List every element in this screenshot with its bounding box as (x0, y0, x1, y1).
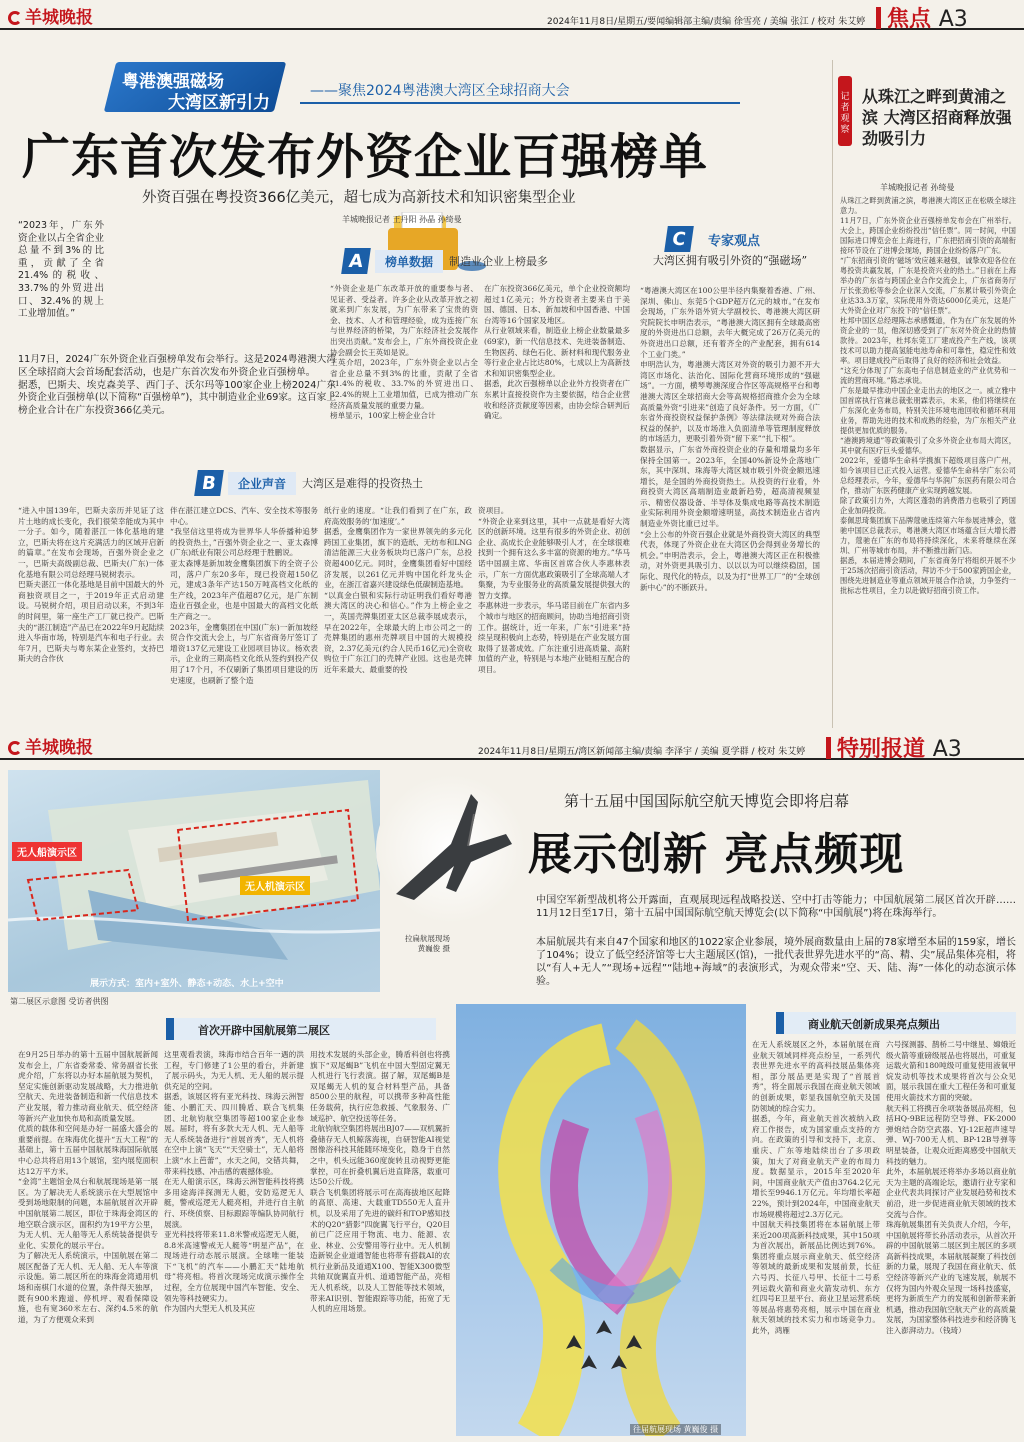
map-label-unmanned-aircraft: 无人机演示区 (240, 876, 310, 895)
newspaper-logo-2: 羊城晚报 (8, 733, 93, 758)
kicker: 第十五届中国国际航空航天博览会即将启幕 (564, 792, 850, 810)
section-b-col-4: 资项目。 “外资企业来到这里，其中一点就是看好大湾区的创新环境。这里有很多的外资企业、初创企业、高成长企业能够吸引人才，在全球很难找到一个拥有这么多丰富的资源的地方。”华马诺中国副主席、华南区首席合伙人李惠林表示，广东一方面优惠政策吸引了全球高端人才集聚，为专业服务业的高质量发展提供强大的智力支撑。 李惠林进一步表示，华马诺目前在广东省内多个城市与地区的招商顾问，协助当地招商引资工作。据统计，近一年来，广东“引进来”持续呈现积极向上态势，特别是在产业发展方面取得了显著成效。广东注重引进高质量、高附加值的产业，特别是与本地产业链相互配合的项目。 (478, 506, 630, 674)
banner (110, 62, 750, 112)
page2-header (0, 730, 1024, 760)
aerobatic-smoke-illustration (456, 1004, 746, 1436)
banner-title-2: 大湾区新引力 (168, 93, 270, 113)
expo-map (8, 770, 380, 992)
section-b-header: B 企业声音 大湾区是难得的投资热土 (196, 470, 423, 496)
sidebar-tag-text: 记者观察 (840, 92, 850, 135)
story-col-5: 六号探测器、鹊桥二号中继星、嫦娥近级火箭等重磅级展品也将展出，可重复运载火箭和180吨级可重复使用液氧甲烷发动机等技术成果将首次与公众见面，展示我国在重大工程任务和可重复使用火箭技术方面的突破。 航天科工将携百余项装备展品亮相，包括HQ-9BE远程防空导弹、FK-2000弹炮结合防空武器、YJ-12E超声速导弹、WJ-700无人机、BP-12B导弹等明星装备，让观众近距离感受中国航天科技的魅力。 此外，本届航展还将举办多场以商业航天为主题的高端论坛，邀请行业专家和企业代表共同探讨产业发展趋势和技术前沿，进一步促进商业航天领域的技术交流与合作。 珠海航展集团有关负责人介绍，今年，中国航展将带长孙活动表示，从首次开辟的中国航展第二展区到主展区的多项高新科技成果，本届航展凝聚了科技创新的力量，展现了我国在商业航天、低空经济等新兴产业的飞速发展，航展不仅将为国内外观众呈现一场科技盛宴，更将为新质生产力的发展和创新带来新机遇，推动我国航空航天产业的高质量发展，为国家整体科技进步和经济腾飞注入澎湃动力。（钱琦） (886, 1040, 1016, 1336)
banner-subtitle: ——聚焦2024粤港澳大湾区全球招商大会 (310, 83, 570, 99)
map-caption: 展示方式：室内+室外、静态+动态、水上+空中 (90, 979, 284, 989)
map-credit: 第二展区示意图 受访者供图 (10, 997, 109, 1006)
page1-header (0, 0, 1024, 30)
banner-title-1: 粤港澳强磁场 (122, 72, 224, 92)
page2-meta: 2024年11月8日/星期五/湾区新闻部主编/责编 李泽宇 / 美编 夏学群 / 校对 朱艾婷 (478, 747, 806, 757)
map-label-unmanned-boat: 无人船演示区 (12, 842, 82, 861)
section-a-col-1: “外资企业是广东改革开放的重要参与者、见证者、受益者。许多企业从改革开放之初就来到广东发展，为广东带来了宝贵的资金、技术、人才和管理经验，成为连接广东与世界经济的桥梁，为广东经济社会发展作出突出贡献。”发布会上，广东外商投资企业协会副会长王英如是说。 王英介绍，2023年，广东外资企业以占全省企业总量不到3%的比重，贡献了全省21.4%的税收、33.7%的外贸进出口、32.4%的规上工业增加值，已成为推动广东经济高质量发展的重要力量。 榜单显示，100家上榜企业合计 (330, 284, 478, 421)
aerobatic-photo (456, 1004, 746, 1436)
map-illustration (8, 770, 380, 992)
sidebar-byline: 羊城晚报记者 孙绮曼 (880, 183, 955, 192)
headline-2: 展示创新 亮点频现 (528, 829, 905, 880)
lead-2b: 本届航展共有来自47个国家和地区的1022家企业参展，境外展商数量由上届的78家增至本届的159家，增长了104%；设立了低空经济馆等七大主题展区(馆)，一批代表世界先进水平的“高、精、尖”展品集体亮相，将以“有人+无人”“现场+远程”“陆地+海域”的表演形式，为观众带来“空、天、陆、海”一体化的动态演示体验。 (536, 937, 1016, 987)
page1-section: 焦点 A3 (876, 2, 968, 33)
divider-vertical (832, 60, 833, 728)
story-col-4: 在无人系统展区之外，本届航展在商业航天领域同样亮点纷呈，一系列代表世界先进水平的高科技展品集体亮相，部分展品更是实现了“首展首秀”，将全面展示我国在商业航天领域的创新成果，彰显我国航空航天及国防领域的综合实力。 据悉，今年，商业航天首次被纳入政府工作报告，成为国家重点支持的方向。在政策的引导和支持下，北京、重庆、广东等地陆续出台了多项政策，加大了对商业航天产业的布局力度。数据显示，2015年至2020年间，中国商业航天产值由3764.2亿元增长至9946.1万亿元。年均增长率超22%，预计到2024年，中国商业航天市场规模将超过2.3万亿元。 中国航天科技集团将在本届航展上带来近200项高新科技成果，其中150项为首次展出，新展品比例达到76%。集团将重点展示商业航天、低空经济等领域的最新成果和发展前景，长征六号丙、长征八号甲、长征十二号系列运载火箭和商业火箭发动机、东方红四号E卫星平台、商业卫星运营系统等展品将惠势亮相，展示中国在商业航天领域的技术实力和市场竞争力。此外，鸿雁 (752, 1040, 880, 1336)
logo-swirl-icon (8, 11, 22, 25)
story-col-2: 这里观看表演，珠海市结合百年一遇的洪工程，专门修建了1公里的看台，并新建了展示码头，为无人机、无人船的展示提供充足的空间。 据悉，该展区将有亚光科技、珠海云洲智能、小鹏汇天、四川腾盾、联合飞机集团、北航钧航空集团等超100家企业参展。届时，将有多款大无人机、无人船等无人系统装备进行“首展首秀”，无人机将在空中上演“飞天”“天空骑士”，无人船将上演“水上芭蕾”，水天之间，交错共舞，带来科技感、冲击感的震撼体验。 在无人船演示区，珠海云洲智能科技将携多用途海洋探测无人艇，安防巡逻无人艇，警戒巡逻无人艇亮相，并进行自主航行、环绕侦察、目标跟踪等编队协同航行展演。 亚光科技将带来11.8米警戒巡逻无人艇，8.8米高速警戒无人艇等“明星产品”，在现场进行动态展示展演。全球唯一能装下“飞机”的汽车——小鹏汇天“陆地航母”将亮相。将首次现场完成演示操作全过程，全方位展现中国汽车智能、安全、领先等科技硬实力。 作为国内大型无人机及其应 (164, 1050, 304, 1314)
section-b-col-2: 伴在湛江建立DCS、汽车、安全技术等服务中心。 “我坚信这里将成为世界华人华侨播种追梦的投资热土，”百强外资企业之一、亚太森博(广东)纸业有限公司总经理于胜鹏说。 亚太森博是新加坡金鹰集团旗下的全资子公司，落户广东20多年，现已投资超150亿元，建成3条年产达150万吨高档文化纸的生产线，2023年产值超87亿元，是广东制造业百强企业，也是中国最大的高档文化纸生产商之一。 2023年，金鹰集团在中国(广东)一新加坡经贸合作交流大会上，与广东省商务厅签订了增资137亿元建设工业园项目协议。杨欢表示，企业的三期高档文化纸从签约到投产仅用了17个月，不仅刷新了集团项目建设的历史速度，也刷新了整个造 (170, 506, 318, 685)
box2-title (776, 1012, 1016, 1034)
photo-credit-1: 拉扁航展现场 黄巍俊 摄 (405, 934, 450, 953)
section-c-header: C 专家观点 (666, 226, 770, 252)
section-a-header: A 榜单数据 制造业企业上榜最多 (343, 248, 548, 274)
lead-2a: 中国空军新型战机将公开露面，直观展现远程战略投送、空中打击等能力；中国航展第二展区首次开辟……11月12日至17日，第十五届中国国际航空航天博览会(以下简称“中国航展”)将在珠海举行。 (536, 895, 1016, 919)
photo-credit-2: 往届航展现场 黄巍俊 摄 (630, 1424, 721, 1435)
sidebar-title: 从珠江之畔到黄浦之滨 大湾区招商释放强劲吸引力 (862, 87, 1012, 148)
page1-meta: 2024年11月8日/星期五/要闻编辑部主编/责编 徐雪亮 / 美编 张江 / 校对 朱艾婷 (547, 17, 866, 27)
fighter-jet-photo (376, 774, 526, 924)
section-b-col-3: 纸行业的速度。“让我们看到了在广东，政府高效服务的‘加速度’。” 据悉，金鹰集团作为一家世界领先的多元化跨国工业集团，旗下的造纸、无纺布和LNG清洁能源三大业务板块均已落户广东，总投资超400亿元。同时，金鹰集团看好中国经济发展，以261亿元并购中国化纤龙头企业，在浙江省嘉兴建设绿色低碳制造基地。 “以真金白银和实际行动证明我们看好粤港澳大湾区的决心和信心。”作为上榜企业之一，英国壳牌集团亚太区总裁李展成表示，早在2022年，全球最大的上市公司之一的壳牌集团的惠州壳牌项目中国的大规模投资，2.37亿美元(约合人民币16亿元)全资收购位于广东江门的壳牌产业园。这也是壳牌近年来最大、最重要的投 (324, 506, 472, 674)
box2-title-text: 商业航天创新成果亮点频出 (808, 1018, 940, 1031)
section-c-body: “粤港澳大湾区在100公里半径内集聚着香港、广州、深圳、佛山、东莞5个GDP超万亿元的城市。”在发布会现场，广东外语外贸大学副校长、粤港澳大湾区研究院院长申明浩表示，“粤港澳大湾区拥有全球最高密度的外资进出口总额，去年大概完成了26万亿美元的外资进出口总额，还有着齐全的产业配套，拥有614个工业门类。” 申明浩认为，粤港澳大湾区对外资的吸引力源不开大湾区市场化、法治化、国际化营商环境形成的“强磁场”。一方面，横琴粤澳深度合作区等高规格平台和粤港澳大湾区全球招商大会等高规格招商推介会为全球高质量外资“引进来”创造了良好条件。另一方面，《广东省外商投资权益保护条例》等法律法规对外商合法权益的保护，以及市场准入负面清单等管理制度释放的市场活力，更吸引着外资“留下来”“扎下根”。 数据显示，广东省外商投资企业的存量和增量均多年保持全国第一。2023年，全国40%新设外企落地广东，其中深圳、珠海等大湾区城市吸引外资金额迅速增长，是全国的外商投资热土。从投资的行业看，外商投资大湾区高端制造业最新趋势，超高清视频显示、精密仪器设备、半导体及集成电路等高技术制造业实际利用外资金额增速明显，高技术制造业占省内制造业外资比重已过半。 “会上公布的外资百强企业就是外商投资大湾区的典型代表，体现了外资企业在大湾区仍会得到业务增长的机会。”申明浩表示，会上，粤港澳大湾区正在积极推动，对外资更具吸引力、以以以为可以继续稳固，国际化、现代化的特点，以及为打“世界工厂”的“全球创新中心”的不断跃升。 (640, 286, 820, 592)
box1-title (166, 1018, 436, 1040)
section-b-col-1: “进入中国139年，巴斯夫亲历并见证了这片土地的成长变化，我们很荣幸能成为其中一分子。如今，随着湛江一体化基地的建立，巴斯夫将在这片充满活力的区域开启新的篇章。”在发布会现场，百强外资企业之一，巴斯夫高级副总裁、巴斯夫(广东)一体化基地有限公司总经理马锐树表示。 巴斯夫湛江一体化基地是目前中国最大的外商独资项目之一，于2019年正式启动建设。马锐树介绍，项目启动以来，不到3年的时间里，第一座生产工厂就已投产。巴斯夫的“湛江制造”产品已在2022年9月起陆续进入华南市场，特别是汽车和电子行业。去年7月，巴斯夫与粤东某企业签约，支持巴斯夫的合作伙 (18, 506, 164, 664)
section-c-subtitle: 大湾区拥有吸引外资的“强磁场” (652, 254, 808, 267)
lead-paragraph: 11月7日，2024广东外资企业百强榜单发布会举行。这是2024粤港澳大湾区全球招商大会首场配套活动，也是广东首次发布外资企业百强榜单。 据悉，巴斯夫、埃克森美孚、西门子、沃尔玛等100家企业上榜2024广东外资企业百强榜单(以下简称“百强榜单”)，其中制造业企业69家。这百家上榜企业合计在广东投资366亿美元。 (18, 354, 336, 417)
sidebar-body: 从珠江之畔到黄浦之滨，粤港澳大湾区正在松吸全球注意力。 11月7日，广东外资企业百强榜单发布会在广州举行。大会上，跨国企业纷纷投出“信任票”。同一时间，中国国际进口博览会在上海进行，广东把招商引资的高端衔接环节设在了进博会现场，跨国企业纷纷落户广东。 “广东招商引资的‘磁场’效应越来越强，诚挚欢迎各位在粤投资共赢发展，广东是投资兴业的热土。”日前在上海举办的广东省与跨国企业合作交流会上，广东省商务厅厅长张劲松等参会企业深入交流，广东累计吸引外资企业达33.3万家，实际使用外资达6000亿美元，这是广大外资企业对广东投下的“信任票”。 杜邦中国区总经理陈志承感慨道，作为在广东发展的外资企业的一员，他深切感受到了广东对外资企业的热情款待。2023年，杜邦东莞工厂建成投产生产线，该项技术可以助力提高氢能电池寿命和可靠性，稳定性和效率。项目建成投产后取得了良好的经济和社会效益。 “这充分体现了广东高电子信息制造业的产业优势和一流的营商环境。”陈志承说。 广东是最早推动中国企业走出去的地区之一。威立雅中国首席执行官兼总裁张朋霖表示，未来，他们将继续在广东深化业务布局，特别关注环境电池回收和循环利用业务，帮助先进的技术和成熟的经验，为广东相关产业提供更加优质的服务。 “港澳跨境通”等政策吸引了众多外资企业布局大湾区，其中就有医疗巨头爱德华。 2022年，爱德华生命科学携旗下超级项目落户广州，如今该项目已正式投入运营。爱德华生命科学广东公司总经理表示，今年，爱德华与华润广东医药有限公司合作，推动广东医药健康产业实现跨越发展。 除了政策引力外，大湾区蓬勃的消费潜力也吸引了跨国企业加码投资。 泰佩思琦集团旗下品牌蔻驰连续第六年参展进博会，蔻驰中国区总裁表示，粤港澳大湾区市场蕴含巨大增长潜力，蔻驰在广东的布局将持续深化，未来将继续在深圳、广州等城市布局，并不断推出新门店。 据悉，本届进博会期间，广东省商务厅将组织开展不少于25场次招商引资活动，拜访不少于500家跨国企业，围绕先进制造业等重点领域开展合作洽谈，力争签约一批标志性项目，全力以赴做好招商引资工作。 (840, 196, 1016, 595)
headline: 广东首次发布外资企业百强榜单 (22, 129, 709, 185)
fighter-jet-icon (376, 774, 526, 924)
story-col-1: 在9月25日举办的第十五届中国航展新闻发布会上，广东省委常委、常务副省长张虎介绍，广东将以办好本届航展为契机，坚定实施创新驱动发展战略，大力推进航空航天、先进装备制造和新一代信息技术产业发展，着力推动商业航天、低空经济等新兴产业加快布局和高质量发展。 优质的载体和空间是办好一届盛大盛会的重要前提。在珠海优化提升“五大工程”的基础上，第十五届中国航展珠海国际航展中心总共将启用13个展馆，室内展览面积达12万平方米。 “金湾”主题馆金凤台和航展现场是第一展区。为了解决无人系统演示在大型展馆中受到场地限制的问题，本届航展首次开辟中国航展第二展区，即位于珠海金湾区的地空联合演示区，面积约为19平方公里，为无人机、无人船等无人系统装备提供专业化、实景化的展示平台。 为了解决无人系统演示，中国航展在第二展区配备了无人机、无人船、无人车等演示设施。第二展区所在的珠海金湾通用机场和南棋门水道的位置，条件得天独厚，既有900米跑道、停机坪、观看保障设施，也有宽360米左右、深约4.5米的航道，为了方便观众来到 (18, 1050, 158, 1324)
page2-section: 特别报道 A3 (826, 732, 962, 763)
logo-swirl-icon-2 (8, 741, 22, 755)
banner-underline (300, 102, 740, 104)
pull-quote: “2023年，广东外资企业以占全省企业总量不到3%的比重，贡献了全省21.4%的税收、33.7%的外贸进出口、32.4%的规上工业增加值。” (18, 220, 104, 320)
subhead: 外资百强在粤投资366亿美元，超七成为高新技术和知识密集型企业 (142, 190, 576, 206)
section-a-col-2: 在广东投资366亿美元，单个企业投资额均超过1亿美元；外方投资者主要来自于美国、德国、日本、新加坡和中国香港、中国台湾等16个国家及地区。 从行业领域来看，制造业上榜企业数量最多(69家)，新一代信息技术、先进装备制造、生物医药、绿色石化、新材料和现代服务业等行业企业占比达80%，七成以上为高新技术和知识密集型企业。 据悉，此次百强榜单以企业外方投资者在广东累计直接投资作为主要依据，结合企业营收和经济贡献度等因素，由协会综合研判后确定。 (484, 284, 630, 421)
story-col-3: 用技术发展的头部企业，腾盾科创也将携旗下“双尾蝎B”飞机在中国大型固定翼无人机进行飞行表演。据了解，双尾蝎B是双尾蝎无人机的复合材料型产品，具备8500公里的航程，可以携带多种高性能任务载荷，执行应急救援、气象服务、广域巡护、航空投送等任务。 北航钧航空集团将展出BJ07——双机翼折叠储存无人机鲸落海视，自研智能AI视觉图像浴科技其能随环境变化，隐身于自然之中，机头远能360度旋转且动视野更能掌控，可在折叠机翼后进直降落，载重可达50公斤级。 联合飞机集团将展示可在高海拔地区起降的高原、高速、大载重TD550无人直升机，以及采用了先进的碳纤和TOP感知技术的Q20“猎影”四旋翼飞行平台，Q20目前已广泛应用于物流、电力、能源、农业、林业、公安警用等行业中。无人机制造新锐企业道通智能也将带有搭载AI的农机行业新品及道通X100、智能X300微型共轴双旋翼直升机、道通智能产品，亮相无人机系统，以及人工智能等技术领域，带来AI识别、智能跟踪等功能，拓宽了无人机的应用场景。 (310, 1050, 450, 1314)
box1-title-text: 首次开辟中国航展第二展区 (198, 1024, 330, 1037)
newspaper-logo: 羊城晚报 (8, 3, 93, 28)
byline: 羊城晚报记者 王丹阳 孙晶 孙绮曼 (342, 215, 462, 224)
